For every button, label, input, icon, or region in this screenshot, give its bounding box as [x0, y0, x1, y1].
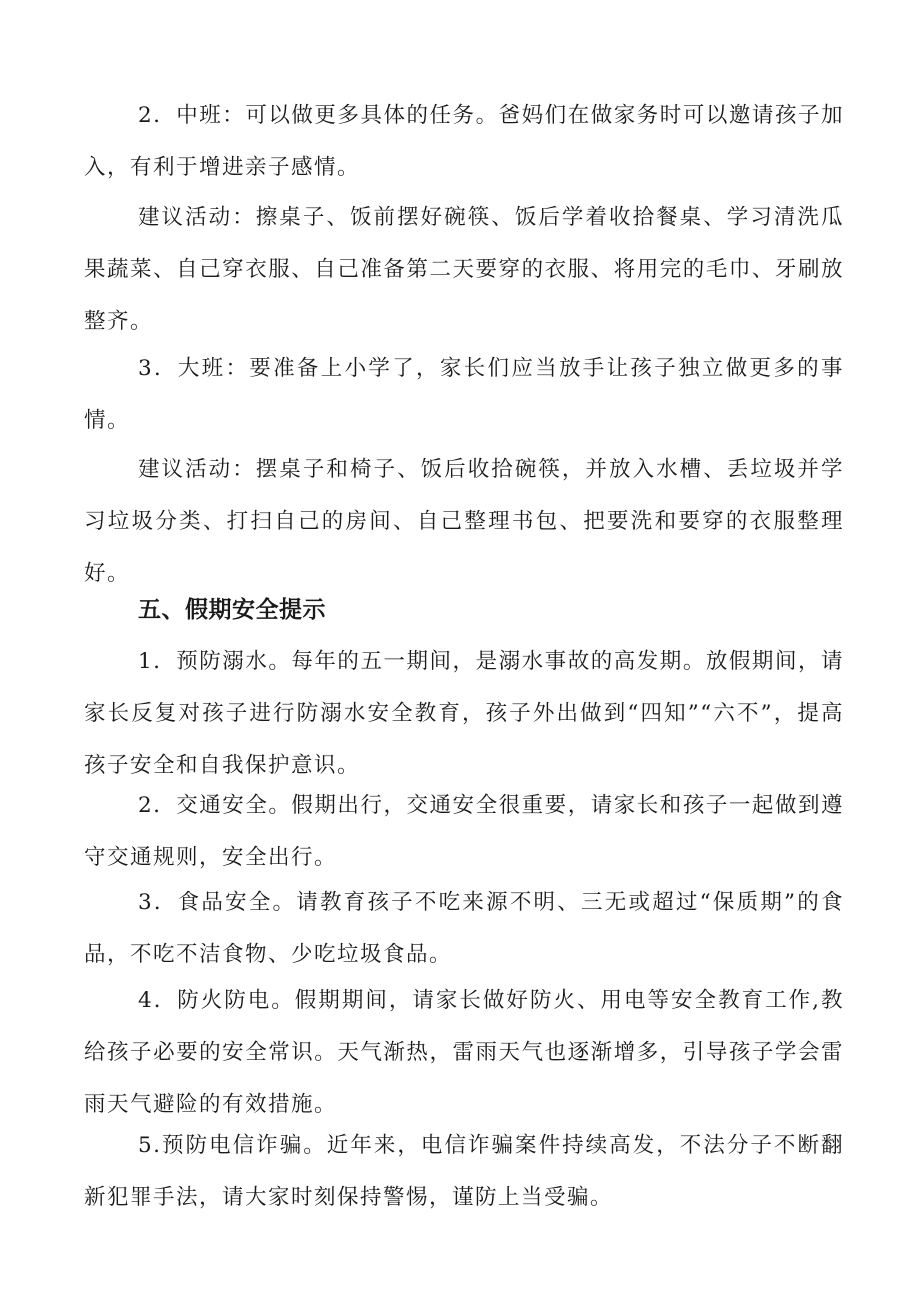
paragraph-senior-class: 3．大班：要准备上小学了，家长们应当放手让孩子独立做更多的事情。: [84, 356, 844, 433]
safety-item-drowning: 1．预防溺水。每年的五一期间，是溺水事故的高发期。放假期间，请家长反复对孩子进行防溺水安全教育，孩子外出做到“四知”“六不”，提高孩子安全和自我保护意识。: [84, 649, 844, 778]
paragraph-middle-class: 2．中班：可以做更多具体的任务。爸妈们在做家务时可以邀请孩子加入，有利于增进亲子感情。: [84, 103, 844, 180]
paragraph-senior-class-activities: 建议活动：摆桌子和椅子、饭后收拾碗筷，并放入水槽、丢垃圾并学习垃圾分类、打扫自己的房间、自己整理书包、把要洗和要穿的衣服整理好。: [84, 457, 844, 586]
section-heading-holiday-safety: 五、假期安全提示: [138, 597, 326, 623]
safety-item-telecom-fraud: 5.预防电信诈骗。近年来，电信诈骗案件持续高发，不法分子不断翻新犯罪手法，请大家时刻保持警惕，谨防上当受骗。: [84, 1133, 844, 1210]
safety-item-food: 3．食品安全。请教育孩子不吃来源不明、三无或超过“保质期”的食品，不吃不洁食物、少吃垃圾食品。: [84, 890, 844, 967]
safety-item-traffic: 2．交通安全。假期出行，交通安全很重要，请家长和孩子一起做到遵守交通规则，安全出行。: [84, 793, 844, 870]
safety-item-fire-electricity: 4．防火防电。假期期间，请家长做好防火、用电等安全教育工作,教给孩子必要的安全常识。天气渐热，雷雨天气也逐渐增多，引导孩子学会雷雨天气避险的有效措施。: [84, 988, 844, 1117]
paragraph-middle-class-activities: 建议活动：擦桌子、饭前摆好碗筷、饭后学着收拾餐桌、学习清洗瓜果蔬菜、自己穿衣服、自己准备第二天要穿的衣服、将用完的毛巾、牙刷放整齐。: [84, 205, 844, 334]
